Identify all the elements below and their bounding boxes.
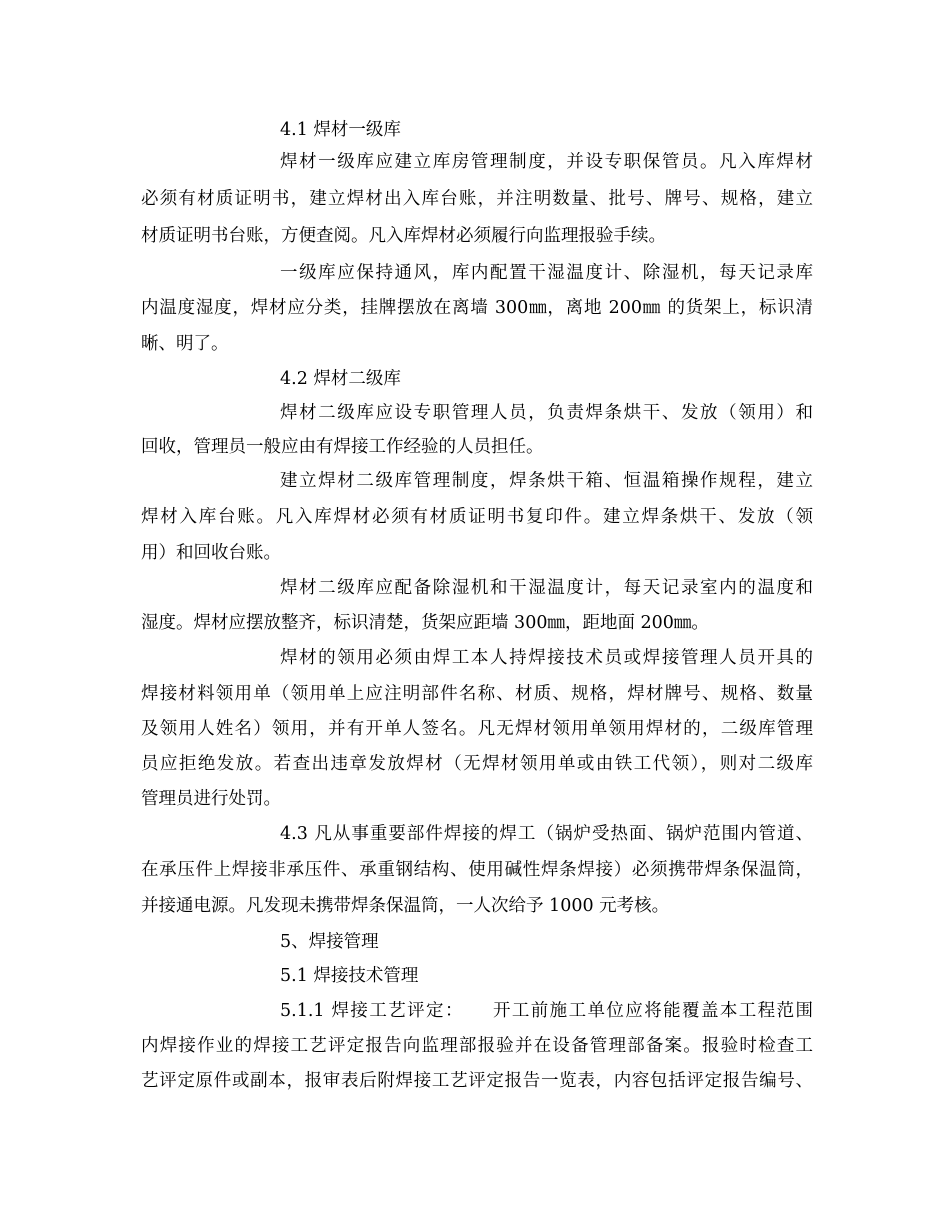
text-line: 内焊接作业的焊接工艺评定报告向监理部报验并在设备管理部备案。报验时检查工: [141, 1036, 813, 1056]
heading-4-2: 4.2 焊材二级库: [280, 369, 401, 389]
text-line: 湿度。焊材应摆放整齐，标识清楚，货架应距墙 300㎜，距地面 200㎜。: [141, 613, 709, 633]
text-line: 焊材入库台账。凡入库焊材必须有材质证明书复印件。建立焊条烘干、发放（领: [141, 507, 813, 527]
text-line: 员应拒绝发放。若查出违章发放焊材（无焊材领用单或由铁工代领），则对二级库: [141, 754, 813, 774]
heading-5: 5、焊接管理: [280, 932, 379, 952]
text-line: 焊材二级库应设专职管理人员，负责焊条烘干、发放（领用）和: [280, 403, 813, 423]
text-line: 管理员进行处罚。: [141, 789, 281, 809]
heading-5-1: 5.1 焊接技术管理: [280, 966, 419, 986]
text-line: 材质证明书台账，方便查阅。凡入库焊材必须履行向监理报验手续。: [141, 226, 666, 246]
text-line: 必须有材质证明书，建立焊材出入库台账，并注明数量、批号、牌号、规格，建立: [141, 189, 813, 209]
text-line: 回收，管理员一般应由有焊接工作经验的人员担任。: [141, 437, 544, 457]
heading-5-1-1: 5.1.1 焊接工艺评定： 开工前施工单位应将能覆盖本工程范围: [280, 1001, 813, 1021]
text-line: 焊接材料领用单（领用单上应注明部件名称、材质、规格，焊材牌号、规格、数量: [141, 684, 813, 704]
text-line: 焊材二级库应配备除湿机和干湿温度计，每天记录室内的温度和: [280, 578, 813, 598]
text-line: 在承压件上焊接非承压件、承重钢结构、使用碱性焊条焊接）必须携带焊条保温筒，: [141, 860, 813, 880]
heading-4-3: 4.3 凡从事重要部件焊接的焊工（锅炉受热面、锅炉范围内管道、: [280, 824, 813, 844]
text-line: 艺评定原件或副本，报审表后附焊接工艺评定报告一览表，内容包括评定报告编号、: [141, 1071, 813, 1091]
text-line: 内温度湿度，焊材应分类，挂牌摆放在离墙 300㎜，离地 200㎜ 的货架上，标识清: [141, 298, 813, 318]
text-line: 建立焊材二级库管理制度，焊条烘干箱、恒温箱操作规程，建立: [280, 471, 813, 491]
text-line: 一级库应保持通风，库内配置干湿温度计、除湿机，每天记录库: [280, 263, 813, 283]
heading-4-1: 4.1 焊材一级库: [280, 120, 401, 140]
text-line: 及领用人姓名）领用，并有开单人签名。凡无焊材领用单领用焊材的，二级库管理: [141, 719, 813, 739]
text-line: 并接通电源。凡发现未携带焊条保温筒，一人次给予 1000 元考核。: [141, 896, 670, 916]
text-line: 焊材一级库应建立库房管理制度，并设专职保管员。凡入库焊材: [280, 152, 813, 172]
text-line: 用）和回收台账。: [141, 543, 281, 563]
text-line: 晰、明了。: [141, 334, 229, 354]
text-line: 焊材的领用必须由焊工本人持焊接技术员或焊接管理人员开具的: [280, 648, 813, 668]
